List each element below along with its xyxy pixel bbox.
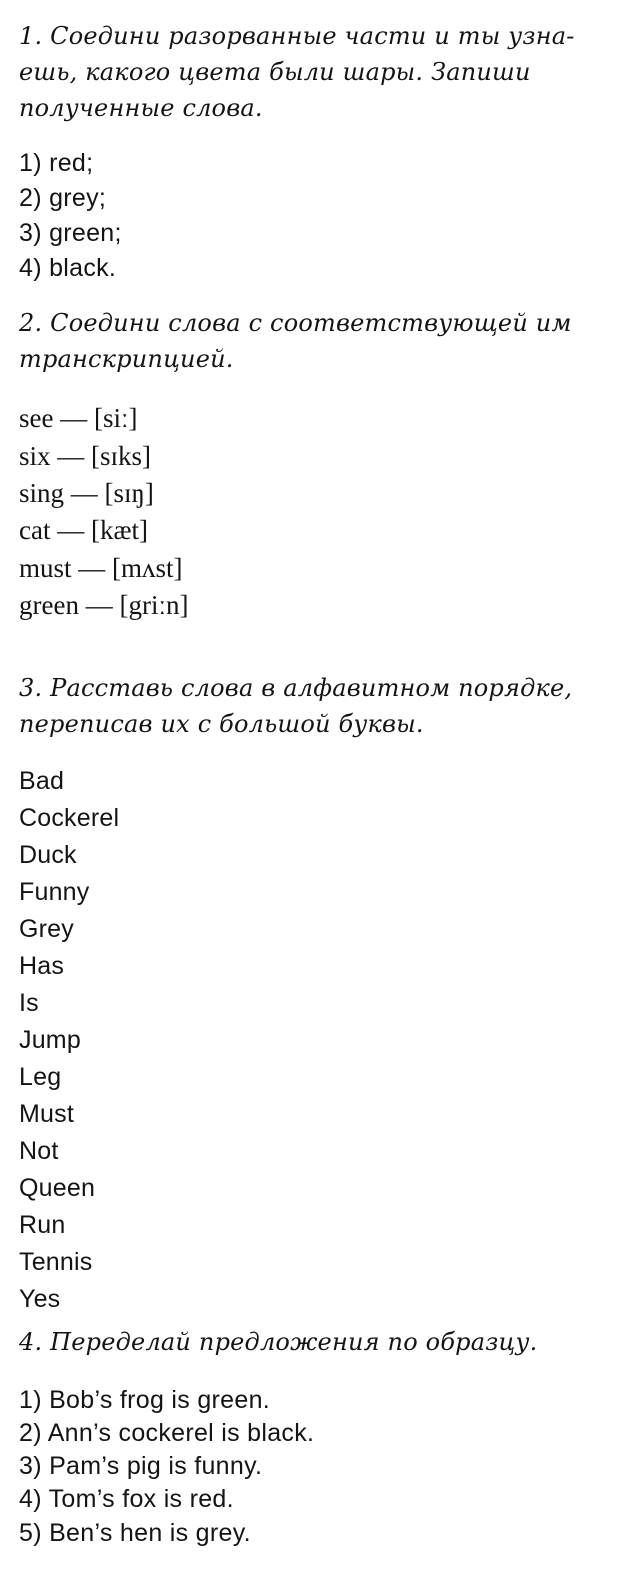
- task-2-pair: see — [siː]: [19, 403, 138, 433]
- task-3-word: Jump: [19, 1026, 81, 1054]
- task-2-pair: sing — [sɪŋ]: [19, 478, 154, 508]
- task-3-word: Run: [19, 1211, 66, 1239]
- task-3-word: Duck: [19, 841, 77, 869]
- task-4-title-line-1: 4. Переделай предложения по образцу.: [19, 1328, 538, 1356]
- task-2-pair: must — [mʌst]: [19, 553, 183, 583]
- task-2-pair: six — [sɪks]: [19, 441, 152, 471]
- task-1-answer: 4) black.: [19, 254, 117, 282]
- task-1-title-line-2: ешь, какого цвета были шары. Запиши: [19, 58, 531, 86]
- task-4-sentence: 4) Tom’s fox is red.: [19, 1485, 234, 1513]
- task-3-word: Yes: [19, 1285, 61, 1313]
- task-2-title-line-2: транскрипцией.: [19, 345, 234, 373]
- task-3-word: Grey: [19, 915, 74, 943]
- task-3-word: Cockerel: [19, 804, 120, 832]
- task-4-sentence: 3) Pam’s pig is funny.: [19, 1452, 263, 1480]
- task-3-word: Queen: [19, 1174, 96, 1202]
- task-4-sentence: 2) Ann’s cockerel is black.: [19, 1419, 315, 1447]
- task-4-sentence: 5) Ben’s hen is grey.: [19, 1519, 251, 1547]
- task-1-answer: 3) green;: [19, 219, 122, 247]
- task-3-word: Is: [19, 989, 39, 1017]
- task-1-title-line-1: 1. Соедини разорванные части и ты узна-: [19, 22, 575, 50]
- task-3-word: Bad: [19, 767, 65, 795]
- task-3-word: Leg: [19, 1063, 62, 1091]
- task-1-answer: 1) red;: [19, 149, 94, 177]
- task-3-word: Tennis: [19, 1248, 93, 1276]
- task-3-word: Must: [19, 1100, 74, 1128]
- task-3-title-line-1: 3. Расставь слова в алфавитном порядке,: [19, 674, 573, 702]
- task-2-pair: cat — [kæt]: [19, 515, 148, 545]
- task-2-pair: green — [griːn]: [19, 590, 189, 620]
- task-1-title-line-3: полученные слова.: [19, 94, 263, 122]
- task-3-word: Has: [19, 952, 65, 980]
- task-2-title-line-1: 2. Соедини слова с соответствующей им: [19, 309, 572, 337]
- task-3-word: Not: [19, 1137, 59, 1165]
- task-1-answer: 2) grey;: [19, 184, 107, 212]
- task-4-sentence: 1) Bob’s frog is green.: [19, 1386, 271, 1414]
- task-3-title-line-2: переписав их с большой буквы.: [19, 710, 424, 738]
- task-3-word: Funny: [19, 878, 90, 906]
